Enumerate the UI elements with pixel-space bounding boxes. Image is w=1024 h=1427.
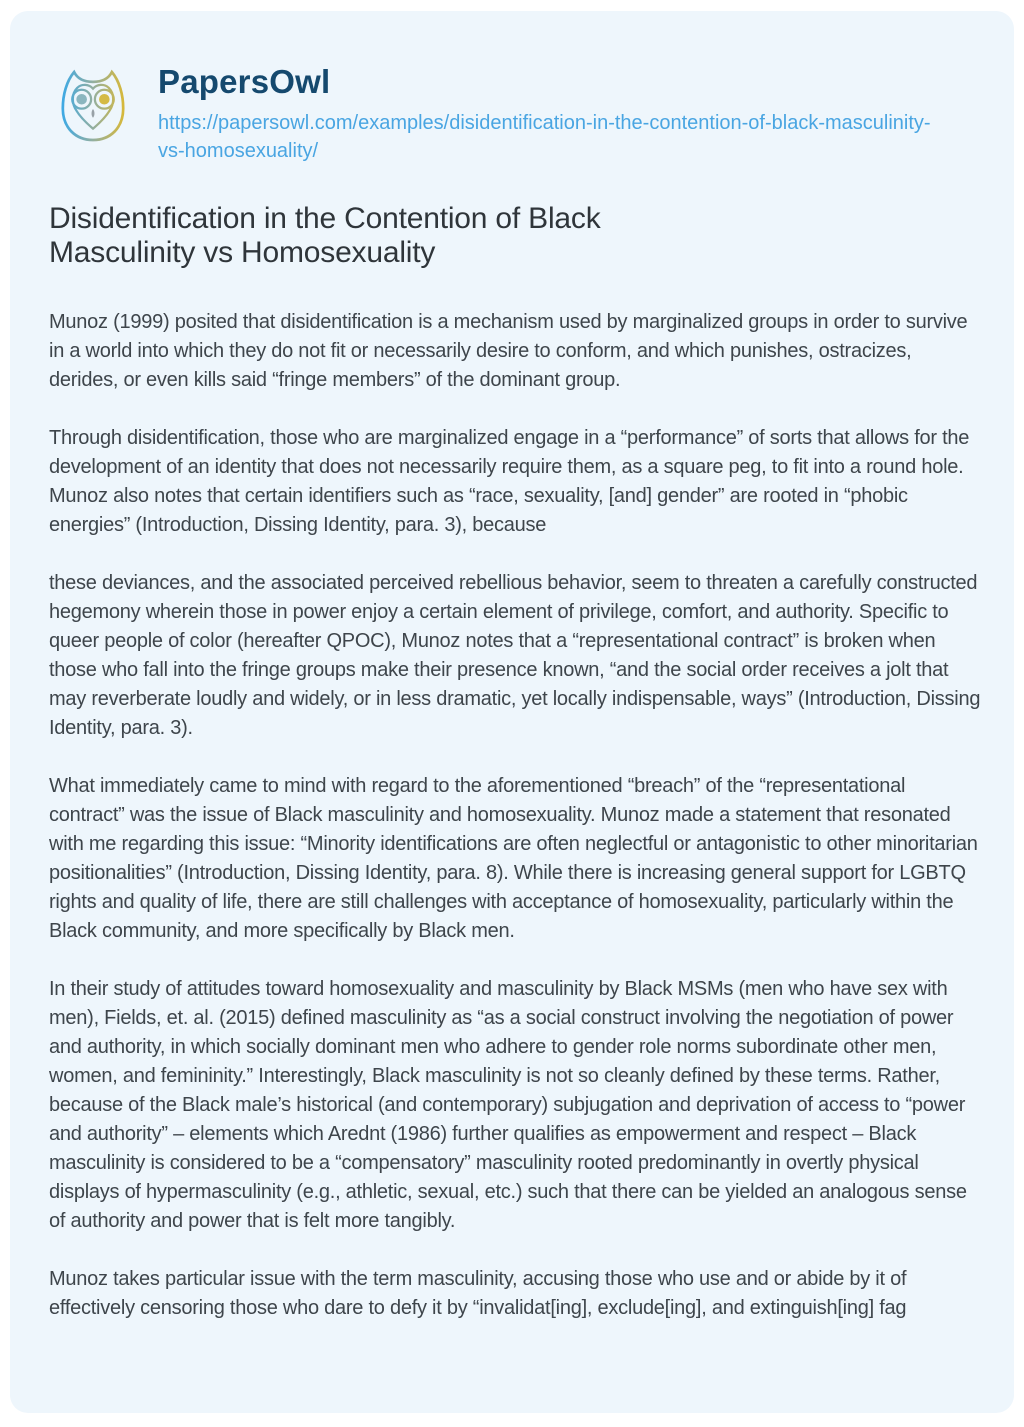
essay-paragraph-3: these deviances, and the associated perceived rebellious behavior, seem to threaten a carefully constructed hegemony wherein those in power enjoy a certain element of privilege, comfort, and authority. Specific to queer people of color (hereafter QPOC), Munoz notes that a “representational contract” is broken when those who fall into the fringe groups make their presence known, “and the social order receives a jolt that may reverberate loudly and widely, or in less dramatic, yet locally indispensable, ways” (Introduction, Dissing Identity, para. 3). [49, 572, 981, 740]
essay-paragraph-2: Through disidentification, those who are marginalized engage in a “performance” of sorts that allows for the development of an identity that does not necessarily require them, as a square peg, to fit into a round hole. Munoz also notes that certain identifiers such as “race, sexuality, [and] gender” are rooted in “phobic energies” (Introduction, Dissing Identity, para. 3), because [49, 427, 970, 537]
source-url-link[interactable]: https://papersowl.com/examples/disidentification-in-the-contention-of-black-masculinity-vs-homosexuality/ [158, 112, 931, 163]
essay-card [10, 11, 1014, 1413]
papersowl-owl-logo-icon[interactable] [55, 63, 131, 148]
brand-name: PapersOwl [158, 63, 331, 100]
essay-paragraph-1: Munoz (1999) posited that disidentification is a mechanism used by marginalized groups in order to survive in a world into which they do not fit or necessarily desire to conform, and which punishes, ostracizes, derides, or even kills said “fringe members” of the dominant group. [49, 311, 968, 392]
header-text [158, 63, 948, 165]
essay-body [49, 308, 985, 1323]
essay-paragraph-4: What immediately came to mind with regard to the aforementioned “breach” of the “representational contract” was the issue of Black masculinity and homosexuality. Munoz made a statement that resonated with me regarding this issue: “Minority identifications are often neglectful or antagonistic to other minoritarian positionalities” (Introduction, Dissing Identity, para. 8). While there is increasing general support for LGBTQ rights and quality of life, there are still challenges with acceptance of homosexuality, particularly within the Black community, and more specifically by Black men. [49, 775, 978, 943]
site-header [55, 63, 984, 165]
essay-title: Disidentification in the Contention of Black Masculinity vs Homosexuality [49, 202, 601, 270]
essay-paragraph-6: Munoz takes particular issue with the term masculinity, accusing those who use and or abide by it of effectively censoring those who dare to defy it by “invalidat[ing], exclude[ing], and extinguish[ing] fag [49, 1268, 907, 1320]
essay-paragraph-5: In their study of attitudes toward homosexuality and masculinity by Black MSMs (men who have sex with men), Fields, et. al. (2015) defined masculinity as “as a social construct involving the negotiation of power and authority, in which socially dominant men who adhere to gender role norms subordinate other men, women, and femininity.” Interestingly, Black masculinity is not so cleanly defined by these terms. Rather, because of the Black male’s historical (and contemporary) subjugation and deprivation of access to “power and authority” – elements which Arednt (1986) further qualifies as empowerment and respect – Black masculinity is considered to be a “compensatory” masculinity rooted predominantly in overtly physical displays of hypermasculinity (e.g., athletic, sexual, etc.) such that there can be yielded an analogous sense of authority and power that is felt more tangibly. [49, 978, 967, 1233]
